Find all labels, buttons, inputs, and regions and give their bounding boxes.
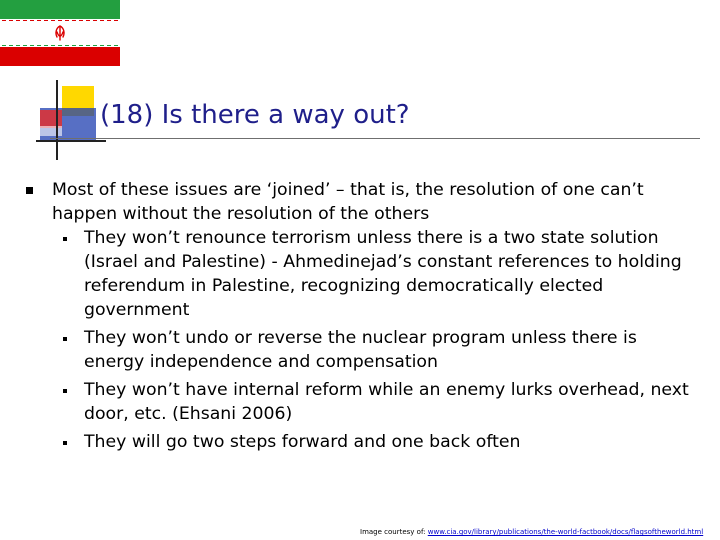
- small-square-bullet-icon: [63, 389, 67, 393]
- sub-point-text: They will go two steps forward and one back often: [84, 432, 521, 452]
- flag-takbir-bottom-pattern: [0, 44, 120, 47]
- main-bullet-point: [20, 178, 700, 226]
- flag-takbir-top-pattern: [0, 19, 120, 22]
- sub-point-text: They won’t have internal reform while an enemy lurks overhead, next door, etc. (Ehsani 2006): [84, 380, 689, 424]
- sub-point: [52, 430, 700, 454]
- slide-content: [20, 178, 700, 454]
- slide-title: (18) Is there a way out?: [100, 100, 410, 130]
- image-credit-link[interactable]: www.cia.gov/library/publications/the-world-factbook/docs/flagsoftheworld.html: [427, 528, 704, 536]
- small-square-bullet-icon: [63, 441, 67, 445]
- sub-point-list: [52, 226, 700, 454]
- main-point-text: Most of these issues are ‘joined’ – that is, the resolution of one can’t happen without the resolution of the others: [52, 180, 644, 224]
- sub-point: [52, 326, 700, 374]
- image-credit-prefix: Image courtesy of:: [360, 528, 428, 536]
- sub-point-text: They won’t renounce terrorism unless there is a two state solution (Israel and Palestine) - Ahmedinejad’s constant references to holding referendum in Palestine, recognizing democratically elected government: [84, 228, 682, 320]
- sub-point-text: They won’t undo or reverse the nuclear program unless there is energy independence and compensation: [84, 328, 637, 372]
- iran-flag-icon: [0, 0, 120, 66]
- sub-point: [52, 226, 700, 322]
- square-bullet-icon: [26, 187, 33, 194]
- sub-point: [52, 378, 700, 426]
- flag-red-stripe: [0, 44, 120, 66]
- small-square-bullet-icon: [63, 337, 67, 341]
- image-credit: [360, 528, 703, 536]
- small-square-bullet-icon: [63, 237, 67, 241]
- flag-emblem-icon: [52, 24, 68, 42]
